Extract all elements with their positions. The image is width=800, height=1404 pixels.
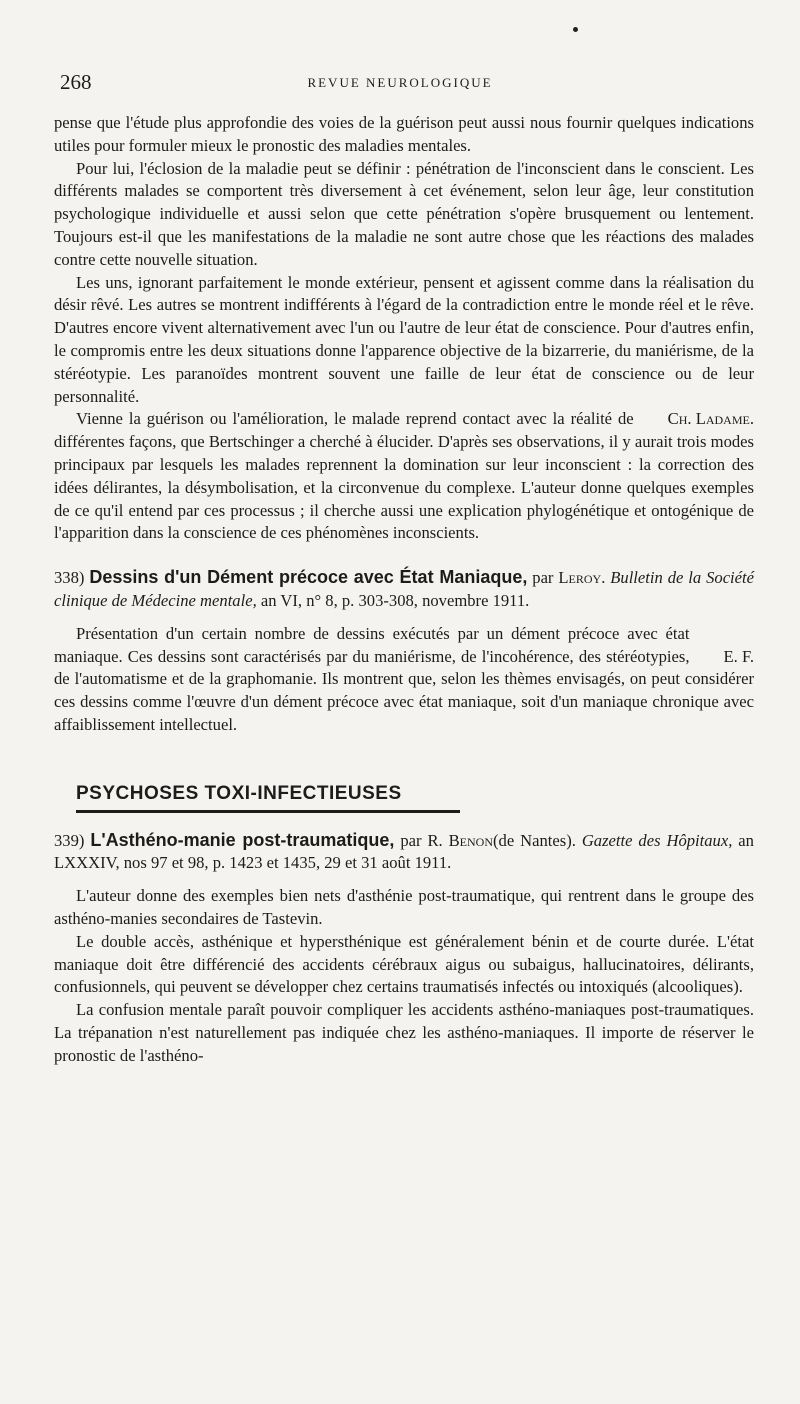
entry-338-header (54, 566, 754, 613)
paragraph: Le double accès, asthénique et hypersthénique est généralement bénin et de courte durée. L'état maniaque doit être différencié des accidents cérébraux aigus ou subaigus, hallucinatoires, délirants, confusionnels, qui peuvent se développer chez certains traumatisés infectés ou intoxiqués (alcooliques). (54, 931, 754, 997)
running-title: REVUE NEUROLOGIQUE (307, 75, 493, 90)
entry-title: Dessins d'un Dément précoce avec État Maniaque, (89, 567, 528, 588)
entry-details: an VI, n° 8, p. 303-308, novembre 1911. (260, 590, 530, 610)
paragraph: Les uns, ignorant parfaitement le monde extérieur, pensent et agissent comme dans la réalisation du désir rêvé. Les autres se montrent indifférents à l'égard de la contradiction entre le monde réel et le rêve. D'autres encore vivent alternativement avec l'un ou l'autre de leur état de conscience. Pour d'autres enfin, le compromis entre les deux situations donne l'apparence objective de la bizarrerie, du maniérisme, de la stéréotypie. Les paranoïdes montrent souvent une faille de leur état de conscience ou de leur personnalité. (54, 272, 754, 406)
paragraph: Pour lui, l'éclosion de la maladie peut se définir : pénétration de l'inconscient dans le conscient. Les différents malades se comportent très diversement à cet événement, selon leur âge, leur constitution psychologique individuelle et aussi selon que cette pénétration s'opère brusquement ou lentement. Toujours est-il que les manifestations de la maladie ne sont autre chose que les réactions des malades contre cette nouvelle situation. (54, 158, 754, 269)
page-number: 268 (60, 70, 92, 94)
page-body (54, 112, 754, 1067)
signature-ef: E. F. (723, 646, 754, 666)
entry-title: L'Asthéno-manie post-traumatique, (90, 829, 395, 850)
running-header (60, 70, 740, 94)
entry-number: 338) (54, 568, 85, 588)
paragraph-text: Vienne la guérison ou l'amélioration, le malade reprend contact avec la réalité de différentes façons, que Bertschinger a cherché à élucider. D'après ses observations, il y aurait trois modes principaux par lesquels les malades reprennent la domination sur leur inconscient : la correction des idées délirantes, la désymbolisation, et la circonvenue du complexe. L'auteur donne quelques exemples de ce qu'il entend par ces processus ; il cherche aussi une explication phylogénétique et ontogénique de l'apparition dans la conscience de ces phénomènes inconscients. (54, 409, 754, 543)
entry-by: par (532, 568, 554, 588)
entry-author: Leroy. (558, 568, 606, 588)
section-heading (54, 783, 754, 813)
section-underline (76, 810, 460, 813)
paragraph-with-signature (54, 408, 754, 545)
paragraph: L'auteur donne des exemples bien nets d'asthénie post-traumatique, qui rentrent dans le groupe des asthéno-manies secondaires de Tastevin. (54, 886, 754, 928)
entry-author-place: (de Nantes). (493, 830, 576, 850)
entry-source: Bulletin de la Société clinique de Médecine mentale, (54, 568, 755, 610)
entry-author: R. Benon (427, 830, 494, 850)
entry-source: Gazette des Hôpitaux, (581, 830, 733, 850)
ink-dot (573, 27, 578, 32)
entry-details: an LXXXIV, nos 97 et 98, p. 1423 et 1435, 29 et 31 août 1911. (54, 830, 754, 873)
paragraph: La confusion mentale paraît pouvoir compliquer les accidents asthéno-maniaques post-traumatiques. La trépanation n'est naturellement pas indiquée chez les asthéno-maniaques. Il importe de réserver le pronostic de l'asthéno- (54, 1000, 754, 1065)
paragraph-continued: pense que l'étude plus approfondie des voies de la guérison peut aussi nous fournir quelques indications utiles pour formuler mieux le pronostic des maladies mentales. (54, 113, 754, 155)
entry-by: par (400, 830, 422, 850)
section-title: PSYCHOSES TOXI-INFECTIEUSES (76, 782, 402, 804)
entry-338-summary (54, 623, 754, 737)
signature-ladame: Ch. Ladame. (667, 409, 754, 429)
entry-339-header (54, 829, 754, 876)
summary-text: Présentation d'un certain nombre de dessins exécutés par un dément précoce avec état maniaque. Ces dessins sont caractérisés par du maniérisme, de l'incohérence, des stéréotypies, de l'automatisme et de la graphomanie. Ils montrent que, selon les thèmes envisagés, on peut considérer ces dessins comme l'œuvre d'un dément précoce avec état maniaque, soit d'un maniaque chronique avec affaiblissement intellectuel. (54, 623, 754, 734)
entry-number: 339) (54, 830, 85, 850)
